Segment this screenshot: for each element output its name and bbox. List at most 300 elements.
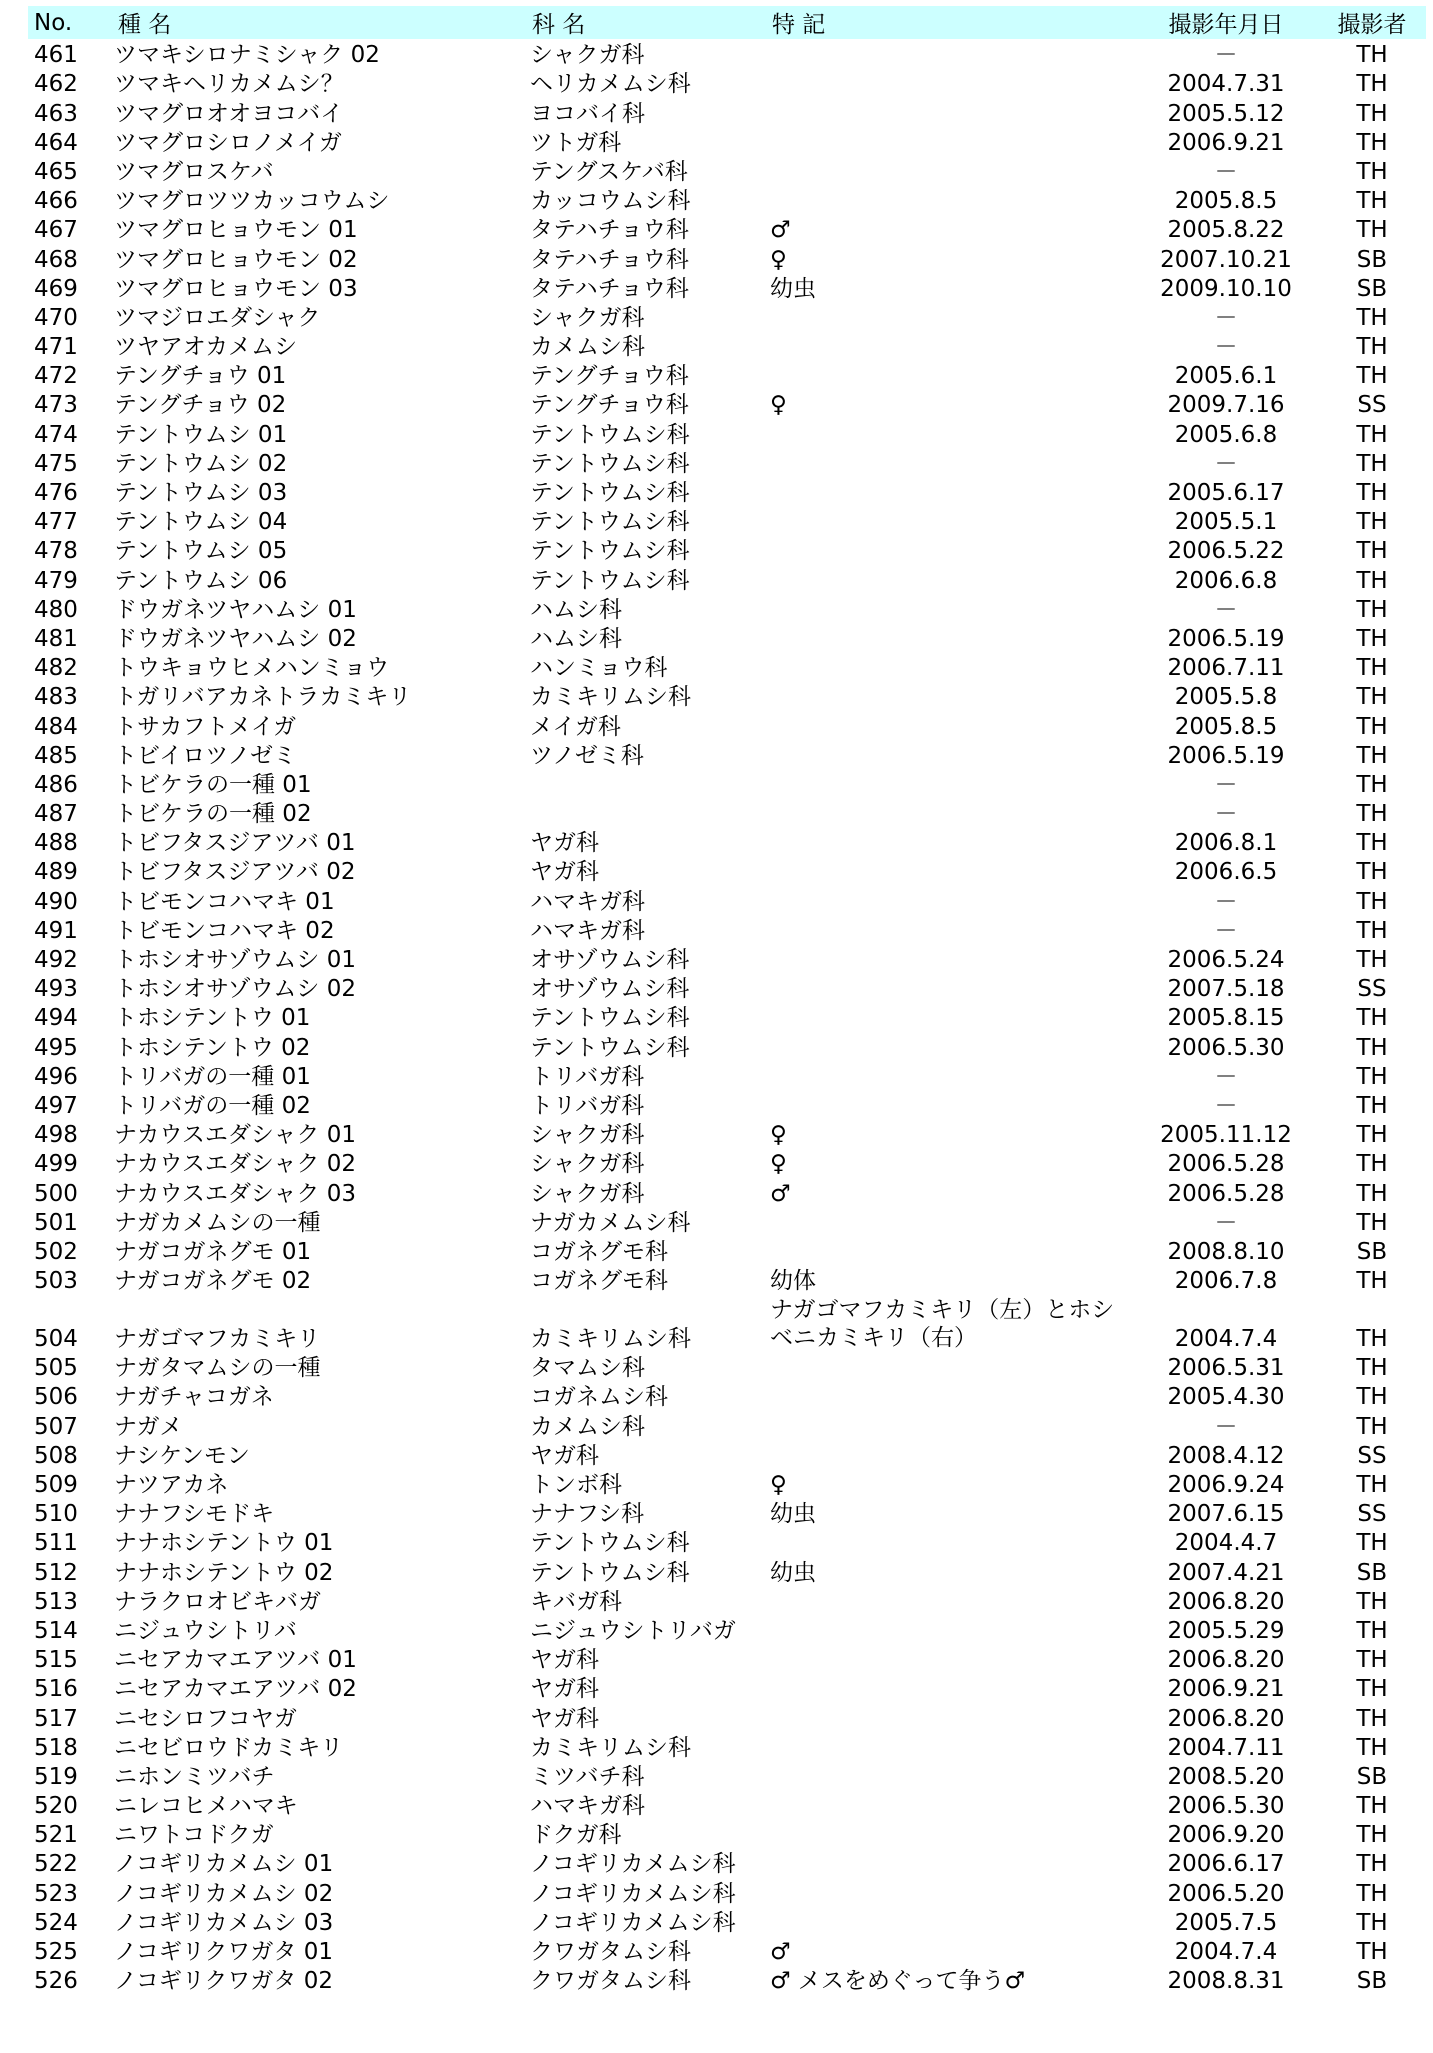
photographer: TH	[1356, 129, 1388, 156]
species-name: トビモンコハマキ 01	[114, 888, 335, 915]
note: ♂	[770, 1939, 791, 1965]
photographer: TH	[1356, 1734, 1388, 1761]
species-name: ツマグロシロノメイガ	[114, 129, 342, 156]
note	[770, 856, 1134, 885]
species-no: 495	[34, 1034, 78, 1061]
photographer: TH	[1356, 1617, 1388, 1644]
photo-date: 2008.8.10	[1167, 1238, 1285, 1265]
photo-date: －	[1214, 888, 1238, 915]
table-row	[28, 740, 1426, 769]
table-row	[28, 1148, 1426, 1177]
table-row	[28, 973, 1426, 1002]
photographer: TH	[1356, 1268, 1388, 1295]
family-name: カッコウムシ科	[530, 188, 691, 215]
species-no: 497	[34, 1092, 78, 1119]
note	[770, 39, 1134, 68]
note	[770, 740, 1134, 769]
table-row	[28, 885, 1426, 914]
note: ♂ メスをめぐって争う♂	[770, 1968, 1026, 1995]
species-no: 509	[34, 1472, 78, 1498]
species-no: 468	[34, 246, 78, 273]
table-row	[28, 1790, 1426, 1819]
family-name: シャクガ科	[530, 1180, 645, 1207]
photographer: TH	[1356, 480, 1388, 506]
species-no: 494	[34, 1005, 78, 1032]
family-name	[530, 769, 770, 798]
family-name: テントウムシ科	[530, 421, 690, 448]
species-no: 474	[34, 421, 78, 448]
species-no: 516	[34, 1676, 78, 1703]
species-no: 508	[34, 1442, 78, 1469]
photographer: TH	[1356, 1851, 1388, 1878]
photographer: SS	[1357, 392, 1387, 419]
note	[770, 1586, 1134, 1615]
photographer: TH	[1356, 421, 1388, 448]
species-no: 479	[34, 567, 78, 594]
table-row	[28, 1440, 1426, 1469]
family-name: メイガ科	[530, 713, 621, 740]
species-name: ニホンミツバチ	[114, 1763, 275, 1790]
species-name: ナガタマムシの一種	[114, 1355, 321, 1382]
family-name: コガネムシ科	[530, 1384, 668, 1411]
species-name: ツマグロヒョウモン 01	[114, 217, 358, 244]
species-name: ニセビロウドカミキリ	[114, 1734, 344, 1761]
table-row	[28, 1761, 1426, 1790]
species-no: 461	[34, 42, 78, 69]
species-no: 498	[34, 1122, 78, 1149]
photo-date: 2006.6.8	[1174, 567, 1278, 594]
species-name: ツマグロヒョウモン 02	[114, 246, 358, 273]
note	[770, 360, 1134, 389]
photo-date: 2006.7.11	[1167, 655, 1285, 682]
table-row	[28, 273, 1426, 302]
species-no: 482	[34, 655, 78, 682]
family-name: テントウムシ科	[530, 509, 690, 536]
table-row	[28, 710, 1426, 739]
note	[770, 623, 1134, 652]
family-name: ツノゼミ科	[530, 742, 644, 769]
photographer: TH	[1356, 1384, 1388, 1411]
species-no: 484	[34, 713, 78, 740]
species-no: 477	[34, 509, 78, 536]
photo-date: －	[1214, 1413, 1238, 1440]
photo-date: 2006.9.24	[1167, 1472, 1285, 1498]
table-body	[28, 39, 1426, 1994]
table-row	[28, 1207, 1426, 1236]
family-name: カミキリムシ科	[530, 684, 691, 711]
photographer: TH	[1356, 1151, 1388, 1178]
table-row	[28, 594, 1426, 623]
species-name: ドウガネツヤハムシ 02	[114, 625, 357, 652]
species-name: テントウムシ 02	[114, 450, 288, 477]
photographer: TH	[1356, 830, 1388, 857]
photographer: TH	[1356, 217, 1388, 244]
family-name: クワガタムシ科	[530, 1939, 691, 1965]
photo-date: 2005.8.5	[1174, 188, 1278, 215]
photographer: TH	[1356, 1180, 1388, 1207]
table-row	[28, 1090, 1426, 1119]
family-name: コガネグモ科	[530, 1238, 668, 1265]
photographer: SS	[1357, 976, 1387, 1003]
photographer: TH	[1356, 1063, 1388, 1090]
species-no: 486	[34, 771, 78, 798]
family-name: ヤガ科	[530, 1705, 599, 1732]
species-no: 507	[34, 1413, 78, 1440]
note	[770, 1527, 1134, 1556]
family-name: ヤガ科	[530, 859, 599, 886]
species-name: ノコギリカメムシ 03	[114, 1909, 334, 1936]
photo-date: －	[1214, 1209, 1238, 1236]
photo-date: 2006.6.17	[1167, 1851, 1285, 1878]
photo-date: 2005.8.15	[1167, 1005, 1285, 1032]
table-row	[28, 1965, 1426, 1994]
family-name: テントウムシ科	[530, 1034, 690, 1061]
photographer: TH	[1356, 1530, 1388, 1557]
table-row	[28, 1002, 1426, 1031]
species-no: 502	[34, 1238, 78, 1265]
photographer: SS	[1357, 1442, 1387, 1469]
table-row	[28, 185, 1426, 214]
family-name: テントウムシ科	[530, 450, 690, 477]
photo-date: 2009.10.10	[1160, 275, 1292, 302]
photographer: TH	[1356, 1880, 1388, 1907]
species-name: トホシオサゾウムシ 01	[114, 947, 356, 973]
photographer: TH	[1356, 450, 1388, 477]
photographer: TH	[1356, 625, 1388, 652]
photo-date: 2006.6.5	[1174, 859, 1278, 886]
family-name: ノコギリカメムシ科	[530, 1909, 736, 1936]
photo-date: 2007.5.18	[1167, 976, 1285, 1003]
family-name: タテハチョウ科	[530, 275, 689, 302]
header-photo-date: 撮影年月日	[1168, 12, 1284, 38]
table-row	[28, 448, 1426, 477]
photo-date: 2006.5.28	[1167, 1180, 1285, 1207]
table-row	[28, 477, 1426, 506]
table-row	[28, 1819, 1426, 1848]
species-name: トビケラの一種 01	[114, 771, 312, 798]
note	[770, 1819, 1134, 1848]
photographer: TH	[1356, 1793, 1388, 1820]
table-row	[28, 769, 1426, 798]
species-name: ツマグロツツカッコウムシ	[114, 188, 390, 215]
species-name: ノコギリカメムシ 02	[114, 1880, 334, 1907]
photographer: TH	[1356, 71, 1388, 98]
photo-date: 2005.6.1	[1174, 363, 1278, 390]
table-row	[28, 243, 1426, 272]
note	[770, 1644, 1134, 1673]
species-name: テントウムシ 06	[114, 567, 288, 594]
photo-date: －	[1214, 1063, 1238, 1090]
species-name: ツマグロヒョウモン 03	[114, 275, 358, 302]
photo-date: 2005.5.29	[1167, 1617, 1285, 1644]
note: ♀	[770, 1151, 787, 1178]
photographer: TH	[1356, 1705, 1388, 1732]
photographer: TH	[1356, 509, 1388, 536]
species-no: 471	[34, 334, 78, 361]
note	[770, 1673, 1134, 1702]
species-name: ナナフシモドキ	[114, 1501, 275, 1528]
family-name: ノコギリカメムシ科	[530, 1880, 736, 1907]
family-name: ハムシ科	[530, 625, 622, 652]
species-no: 523	[34, 1880, 78, 1907]
family-name: ヤガ科	[530, 1676, 599, 1703]
photo-date: 2006.5.19	[1167, 742, 1285, 769]
table-row	[28, 302, 1426, 331]
species-name: ナカウスエダシャク 03	[114, 1180, 356, 1207]
table-row	[28, 915, 1426, 944]
photo-date: －	[1214, 450, 1238, 477]
header-row	[28, 6, 1426, 39]
table-header	[28, 6, 1426, 39]
table-row	[28, 1381, 1426, 1410]
photographer: TH	[1356, 1355, 1388, 1382]
species-name: ナナホシテントウ 01	[114, 1530, 334, 1557]
species-name: ドウガネツヤハムシ 01	[114, 596, 357, 623]
photographer: TH	[1356, 1034, 1388, 1061]
family-name: コガネグモ科	[530, 1268, 668, 1295]
note	[770, 506, 1134, 535]
note	[770, 1207, 1134, 1236]
family-name: キバガ科	[530, 1588, 622, 1615]
table-row	[28, 623, 1426, 652]
table-row	[28, 1936, 1426, 1965]
table-row	[28, 360, 1426, 389]
table-row	[28, 856, 1426, 885]
photo-date: 2005.6.8	[1174, 421, 1278, 448]
species-name: ナガカメムシの一種	[114, 1209, 321, 1236]
species-no: 481	[34, 625, 78, 652]
table-row	[28, 1352, 1426, 1381]
species-name: トビフタスジアツバ 01	[114, 830, 356, 857]
species-no: 493	[34, 976, 78, 1003]
family-name: カミキリムシ科	[530, 1326, 691, 1353]
species-name: トビモンコハマキ 02	[114, 917, 335, 944]
photographer: TH	[1356, 158, 1388, 185]
species-name: ニセシロフコヤガ	[114, 1705, 297, 1732]
note	[770, 1702, 1134, 1731]
note	[770, 1002, 1134, 1031]
species-name: トウキョウヒメハンミョウ	[114, 655, 390, 682]
table-row	[28, 1732, 1426, 1761]
species-name: テングチョウ 01	[114, 363, 287, 390]
photo-date: 2006.5.28	[1167, 1151, 1285, 1178]
family-name: タテハチョウ科	[530, 217, 689, 244]
species-name: ナガゴマフカミキリ	[114, 1326, 321, 1353]
photographer: TH	[1356, 917, 1388, 944]
photo-date: 2006.8.20	[1167, 1705, 1285, 1732]
table-row	[28, 214, 1426, 243]
photographer: TH	[1356, 742, 1388, 769]
table-row	[28, 1673, 1426, 1702]
family-name: テントウムシ科	[530, 1530, 690, 1557]
photo-date: －	[1214, 304, 1238, 331]
species-no: 463	[34, 100, 78, 127]
photo-date: －	[1214, 334, 1238, 361]
photo-date: 2006.5.19	[1167, 625, 1285, 652]
species-no: 469	[34, 275, 78, 302]
photographer: TH	[1356, 567, 1388, 594]
species-no: 500	[34, 1180, 78, 1207]
photographer: TH	[1356, 100, 1388, 127]
photographer: TH	[1356, 1676, 1388, 1703]
family-name	[530, 798, 770, 827]
species-name: ナシケンモン	[114, 1442, 250, 1469]
species-name: テントウムシ 05	[114, 538, 288, 565]
photo-date: 2009.7.16	[1167, 392, 1285, 419]
table-row	[28, 68, 1426, 97]
family-name: テントウムシ科	[530, 480, 690, 506]
note	[770, 564, 1134, 593]
photographer: TH	[1356, 1647, 1388, 1674]
note	[770, 156, 1134, 185]
family-name: ハマキガ科	[530, 917, 645, 944]
note	[770, 477, 1134, 506]
species-name: トビイロツノゼミ	[114, 742, 297, 769]
photographer: TH	[1356, 304, 1388, 331]
species-no: 505	[34, 1355, 78, 1382]
species-name: トホシテントウ 01	[114, 1005, 311, 1032]
photographer: TH	[1356, 859, 1388, 886]
table-row	[28, 944, 1426, 973]
photo-date: 2004.4.7	[1174, 1530, 1278, 1557]
species-no: 488	[34, 830, 78, 857]
species-name: ニワトコドクガ	[114, 1822, 274, 1849]
photo-date: 2004.7.11	[1167, 1734, 1285, 1761]
family-name: タマムシ科	[530, 1355, 645, 1382]
note: ♀	[770, 1122, 787, 1149]
note	[770, 1410, 1134, 1439]
species-name: ナガメ	[114, 1413, 183, 1440]
photographer: TH	[1356, 947, 1388, 973]
note	[770, 1790, 1134, 1819]
species-name: ノコギリクワガタ 02	[114, 1968, 333, 1995]
note: 幼虫	[770, 275, 816, 302]
family-name: オサゾウムシ科	[530, 947, 690, 973]
species-name: ナガコガネグモ 02	[114, 1268, 312, 1295]
note	[770, 1381, 1134, 1410]
photographer: SB	[1356, 1238, 1388, 1265]
family-name: テングチョウ科	[530, 392, 689, 419]
photo-date: －	[1214, 42, 1238, 69]
photographer: TH	[1356, 1413, 1388, 1440]
note	[770, 1761, 1134, 1790]
photo-date: －	[1214, 801, 1238, 828]
family-name: カメムシ科	[530, 1413, 645, 1440]
family-name: ナナフシ科	[530, 1501, 645, 1528]
note	[770, 97, 1134, 126]
note: 幼体	[770, 1268, 816, 1295]
note	[770, 1732, 1134, 1761]
species-name: ニセアカマエアツバ 02	[114, 1676, 357, 1703]
species-name: トビフタスジアツバ 02	[114, 859, 356, 886]
photographer: TH	[1356, 771, 1388, 798]
species-name: ツマグロオオヨコバイ	[114, 100, 344, 127]
species-no: 467	[34, 217, 78, 244]
species-name: トリバガの一種 01	[114, 1063, 311, 1090]
species-name: ニセアカマエアツバ 01	[114, 1647, 357, 1674]
family-name: ヘリカメムシ科	[530, 71, 691, 98]
species-no: 465	[34, 158, 78, 185]
table-row	[28, 1615, 1426, 1644]
species-no: 485	[34, 742, 78, 769]
species-name: トサカフトメイガ	[114, 713, 297, 740]
table-row	[28, 1556, 1426, 1585]
species-no: 514	[34, 1617, 78, 1644]
photo-date: 2005.5.1	[1174, 509, 1278, 536]
species-name: テントウムシ 01	[114, 421, 288, 448]
family-name: ヤガ科	[530, 830, 599, 857]
species-name: ノコギリクワガタ 01	[114, 1939, 333, 1965]
species-no: 472	[34, 363, 78, 390]
species-name: ツマジロエダシャク	[114, 304, 321, 331]
table-row	[28, 1119, 1426, 1148]
species-name: ツヤアオカメムシ	[114, 334, 298, 361]
photo-date: 2006.5.22	[1167, 538, 1285, 565]
photo-date: 2005.5.8	[1174, 684, 1278, 711]
family-name: カメムシ科	[530, 334, 645, 361]
photographer: SS	[1357, 1501, 1387, 1528]
table-row	[28, 535, 1426, 564]
family-name: カミキリムシ科	[530, 1734, 691, 1761]
table-row	[28, 1527, 1426, 1556]
photo-date: 2005.5.12	[1167, 100, 1285, 127]
photo-date: 2006.9.20	[1167, 1822, 1285, 1849]
photo-date: 2008.4.12	[1167, 1442, 1285, 1469]
photographer: TH	[1356, 42, 1388, 69]
table-row	[28, 1061, 1426, 1090]
family-name: シャクガ科	[530, 304, 645, 331]
note	[770, 1848, 1134, 1877]
species-name: トリバガの一種 02	[114, 1092, 311, 1119]
species-no: 499	[34, 1151, 78, 1178]
table-row	[28, 1877, 1426, 1906]
species-no: 476	[34, 480, 78, 506]
species-no: 511	[34, 1530, 78, 1557]
photo-date: 2005.6.17	[1167, 480, 1285, 506]
table-row	[28, 1586, 1426, 1615]
species-no: 517	[34, 1705, 78, 1732]
photographer: TH	[1356, 801, 1388, 828]
family-name: テントウムシ科	[530, 567, 690, 594]
species-name: ノコギリカメムシ 01	[114, 1851, 334, 1878]
photographer: TH	[1356, 713, 1388, 740]
photo-date: 2007.10.21	[1160, 246, 1292, 273]
family-name: ハマキガ科	[530, 888, 645, 915]
photo-date: 2006.8.20	[1167, 1588, 1285, 1615]
table-row	[28, 1469, 1426, 1498]
species-no: 504	[34, 1326, 78, 1353]
species-no: 503	[34, 1268, 78, 1295]
note	[770, 594, 1134, 623]
photo-date: 2005.11.12	[1160, 1122, 1292, 1149]
photographer: SB	[1356, 246, 1388, 273]
photographer: TH	[1356, 538, 1388, 565]
family-name: ハンミョウ科	[530, 655, 668, 682]
family-name: テントウムシ科	[530, 538, 690, 565]
note: 幼虫	[770, 1501, 816, 1528]
table-row	[28, 827, 1426, 856]
species-no: 520	[34, 1793, 78, 1820]
note	[770, 681, 1134, 710]
table-row	[28, 652, 1426, 681]
header-no: No.	[34, 9, 73, 36]
note: ナガゴマフカミキリ（左）とホシベニカミキリ（右）	[770, 1297, 1115, 1352]
table-row	[28, 97, 1426, 126]
table-row	[28, 564, 1426, 593]
table-row	[28, 681, 1426, 710]
note	[770, 1090, 1134, 1119]
photo-date: 2006.8.1	[1174, 830, 1278, 857]
